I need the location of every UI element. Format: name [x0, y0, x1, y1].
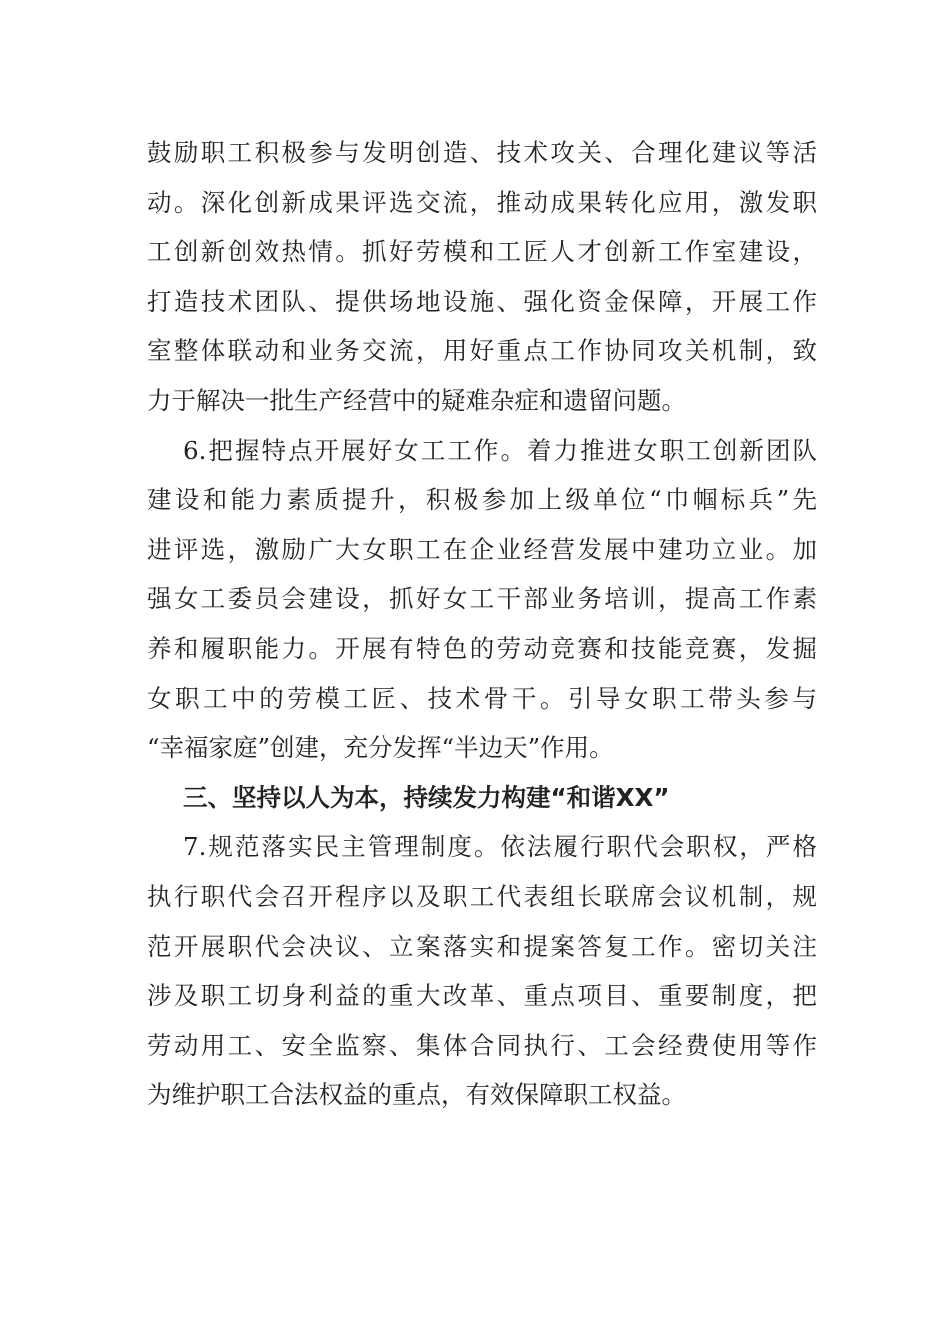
- paragraph-line: 劳动用工、安全监察、集体合同执行、工会经费使用等作: [147, 1030, 817, 1060]
- paragraph-line: 涉及职工切身利益的重大改革、重点项目、重要制度，把: [147, 981, 817, 1011]
- paragraph-line: “幸福家庭”创建，充分发挥“半边天”作用。: [147, 733, 614, 763]
- paragraph-line: 工创新创效热情。抓好劳模和工匠人才创新工作室建设，: [147, 237, 817, 267]
- paragraph-line: 为维护职工合法权益的重点，有效保障职工权益。: [147, 1080, 686, 1110]
- paragraph-line: 范开展职代会决议、立案落实和提案答复工作。密切关注: [147, 931, 817, 961]
- document-body: [147, 128, 817, 1120]
- paragraph-line: 建设和能力素质提升，积极参加上级单位“巾帼标兵”先: [147, 485, 817, 515]
- paragraph-line: 进评选，激励广大女职工在企业经营发展中建功立业。加: [147, 534, 817, 564]
- paragraph-line: 执行职代会召开程序以及职工代表组长联席会议机制，规: [147, 881, 817, 911]
- paragraph-line: 鼓励职工积极参与发明创造、技术攻关、合理化建议等活: [147, 138, 817, 167]
- paragraph-line: 养和履职能力。开展有特色的劳动竞赛和技能竞赛，发掘: [147, 633, 817, 663]
- paragraph-line: 7.规范落实民主管理制度。依法履行职代会职权，严格: [183, 832, 817, 862]
- paragraph-line: 强女工委员会建设，抓好女工干部业务培训，提高工作素: [147, 584, 817, 614]
- paragraph-line: 6.把握特点开展好女工工作。着力推进女职工创新团队: [183, 435, 817, 465]
- paragraph-line: 力于解决一批生产经营中的疑难杂症和遗留问题。: [147, 385, 686, 415]
- section-heading: 三、坚持以人为本，持续发力构建“和谐XX”: [183, 782, 670, 812]
- paragraph-line: 打造技术团队、提供场地设施、强化资金保障，开展工作: [147, 286, 817, 316]
- paragraph-line: 女职工中的劳模工匠、技术骨干。引导女职工带头参与: [147, 683, 817, 713]
- paragraph-line: 室整体联动和业务交流，用好重点工作协同攻关机制，致: [147, 336, 817, 366]
- paragraph-line: 动。深化创新成果评选交流，推动成果转化应用，激发职: [147, 187, 817, 217]
